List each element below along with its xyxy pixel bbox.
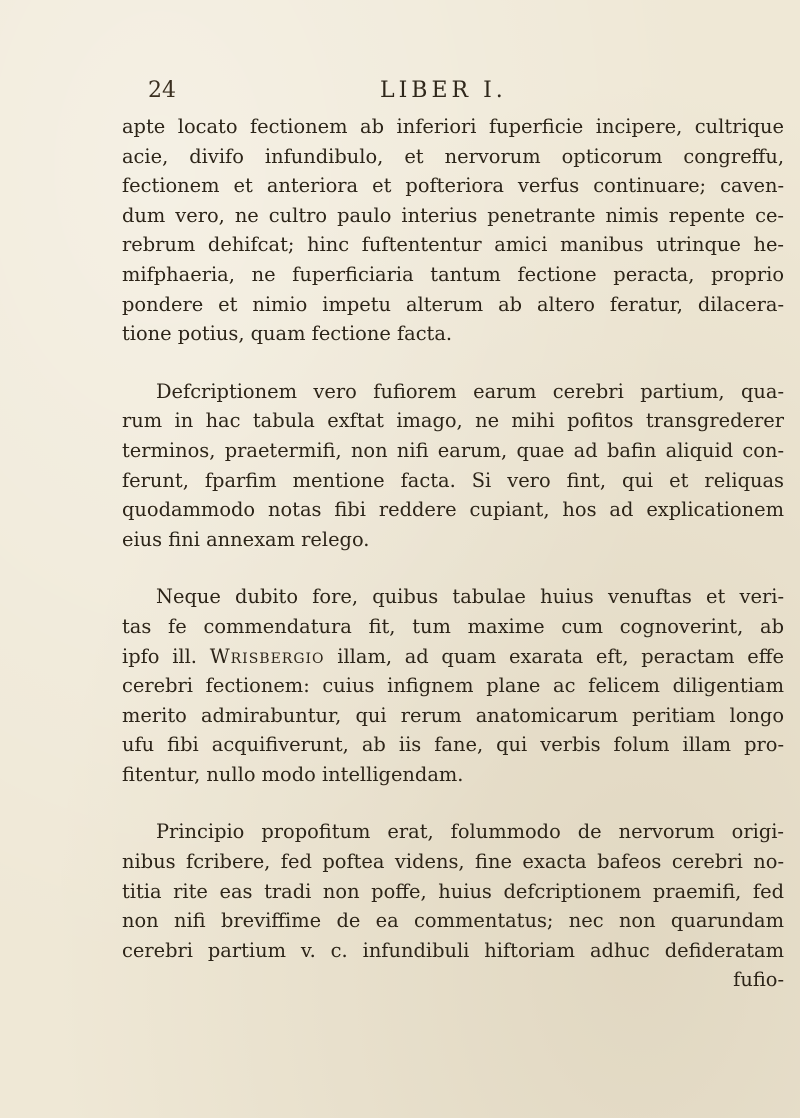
text-line: Principio propofitum erat, folummodo de nervorum origi- xyxy=(156,820,784,844)
text-line: acie, divifo infundibulo, et nervorum opticorum congreffu, xyxy=(122,144,784,168)
text-line: fectionem et anteriora et pofteriora verfus continuare; caven- xyxy=(122,174,784,198)
paragraph-2 xyxy=(122,377,784,555)
text-line: tas fe commendatura fit, tum maxime cum cognoverint, ab xyxy=(122,614,784,638)
text-line: terminos, praetermifi, non nifi earum, quae ad bafin aliquid con- xyxy=(122,438,784,462)
catchword: fufio- xyxy=(733,968,784,992)
text-line: Defcriptionem vero fufiorem earum cerebri partium, qua- xyxy=(156,379,784,403)
body-text xyxy=(122,112,784,995)
text-line: cerebri fectionem: cuius infignem plane ac felicem diligentiam xyxy=(122,674,784,698)
text-fragment: illam, ad quam exarata eft, peractam effe xyxy=(324,644,784,668)
text-line: rum in hac tabula exftat imago, ne mihi pofitos transgrederer xyxy=(122,409,784,433)
text-line: dum vero, ne cultro paulo interius penetrante nimis repente ce- xyxy=(122,203,784,227)
text-line: mifphaeria, ne fuperficiaria tantum fectione peracta, proprio xyxy=(122,262,784,286)
page-number: 24 xyxy=(148,78,176,103)
text-line: ferunt, fparfim mentione facta. Si vero fint, qui et reliquas xyxy=(122,468,784,492)
text-line: ufu fibi acquifiverunt, ab iis fane, qui verbis folum illam pro- xyxy=(122,733,784,757)
page-header xyxy=(0,78,800,108)
text-line: eius fini annexam relego. xyxy=(122,527,370,551)
text-line: tione potius, quam fectione facta. xyxy=(122,322,453,346)
paragraph-1 xyxy=(122,112,784,349)
text-fragment: ipfo ill. xyxy=(122,644,210,668)
text-line: titia rite eas tradi non poffe, huius defcriptionem praemifi, fed xyxy=(122,879,784,903)
text-line xyxy=(122,642,784,672)
text-line: non nifi breviffime de ea commentatus; nec non quarundam xyxy=(122,909,784,933)
text-line: fitentur, nullo modo intelligendam. xyxy=(122,762,464,786)
text-line: merito admirabuntur, qui rerum anatomicarum peritiam longo xyxy=(122,703,784,727)
text-line: nibus fcribere, fed poftea videns, fine exacta bafeos cerebri no- xyxy=(122,850,784,874)
text-line: pondere et nimio impetu alterum ab altero feratur, dilacera- xyxy=(122,292,784,316)
text-line: Neque dubito fore, quibus tabulae huius venuftas et veri- xyxy=(156,585,784,609)
paragraph-3 xyxy=(122,582,784,789)
text-line: apte locato fectionem ab inferiori fuperficie incipere, cultrique xyxy=(122,115,784,138)
text-line: cerebri partium v. c. infundibuli hiftoriam adhuc defideratam xyxy=(122,938,784,962)
text-line: quodammodo notas fibi reddere cupiant, hos ad explicationem xyxy=(122,498,784,522)
running-title: LIBER I. xyxy=(380,78,507,103)
text-line: rebrum dehifcat; hinc fuftententur amici manibus utrinque he- xyxy=(122,233,784,257)
paragraph-4 xyxy=(122,817,784,995)
author-name: Wrisbergio xyxy=(209,644,325,668)
